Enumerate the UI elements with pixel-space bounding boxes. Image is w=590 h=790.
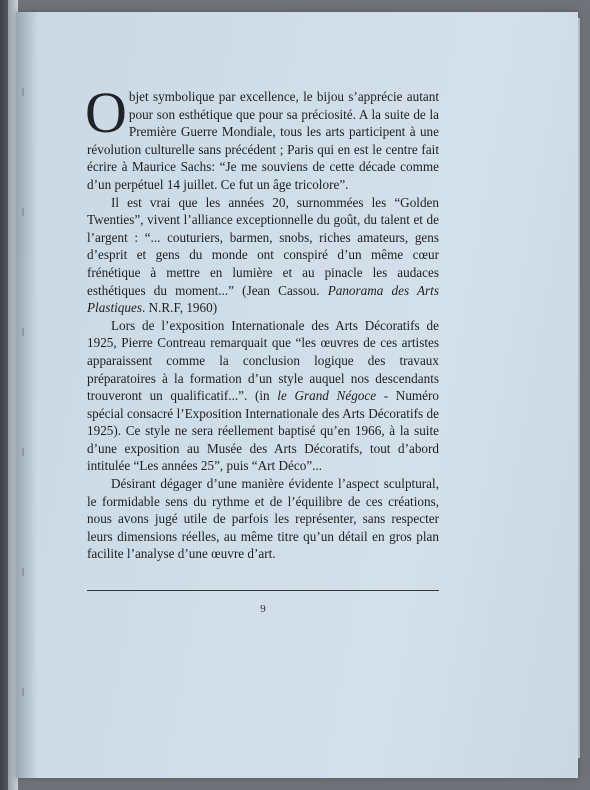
binding-stitch: [22, 688, 24, 696]
text-run: Désirant dégager d’une manière évidente l’aspect sculptural, le formidable sens du rythme et de l’équilibre de ces créations, nous avons jugé utile de parfois les représenter, sans respecter leurs dimensions réelles, au même titre qu’un détail en gros plan facilite l’analyse d’une œuvre d’art.: [87, 476, 439, 562]
text-run: Il est vrai que les années 20, surnommées les “Golden Twenties”, vivent l’alliance exceptionnelle du goût, du talent et de l’argent : “... couturiers, barmen, snobs, riches amateurs, gens d’esprit et gens du monde ont conspiré d’un même cœur frénétique à mettre en lumière et au pinacle les audaces esthétiques du moment...” (Jean Cassou.: [87, 194, 439, 298]
paragraph: [85, 80, 439, 194]
drop-cap: O: [85, 80, 127, 145]
text-run: . N.R.F, 1960): [141, 300, 218, 316]
paragraph: [87, 194, 439, 317]
binding-stitch: [22, 568, 24, 576]
text-run: bjet symbolique par excellence, le bijou s’apprécie autant pour son esthétique que pour sa préciosité. A la suite de la Première Guerre Mondiale, tous les arts participent à une révolution culturelle sans précédent ; Paris qui en est le centre fait écrire à Maurice Sachs: “Je me souviens de cette décade comme d’un perpétuel 14 juillet. Ce fut un âge tricolore”.: [87, 89, 439, 192]
text-run: - Numéro spécial consacré l’Exposition Internationale des Arts Décoratifs de 1925). Ce style ne sera réellement baptisé qu’en 1966, à la suite d’une exposition au Musée des Arts Décoratifs, tout d’abord intitulée “Les années 25”, puis “Art Déco”...: [87, 388, 440, 474]
binding-stitch: [22, 328, 24, 336]
paragraph: [87, 475, 439, 563]
text-run: Lors de l’exposition Internationale des Arts Décoratifs de 1925, Pierre Contreau remarquait que “les œuvres de ces artistes apparaissent comme la conclusion logique des travaux préparatoires à la formation d’un style auquel nos descendants trouveront un qualificatif...”. (in: [87, 317, 439, 404]
binding-stitch: [22, 448, 24, 456]
binding-stitch: [22, 208, 24, 216]
italic-title: Panorama des Arts Plastiques: [87, 282, 439, 316]
italic-title: le Grand Négoce: [277, 388, 377, 404]
body-text: [85, 80, 440, 563]
page-number: 9: [260, 603, 266, 615]
footer-rule: [87, 590, 439, 591]
binding-stitch: [22, 88, 24, 96]
binding-shadow: [16, 12, 38, 778]
paragraph: [87, 317, 439, 475]
